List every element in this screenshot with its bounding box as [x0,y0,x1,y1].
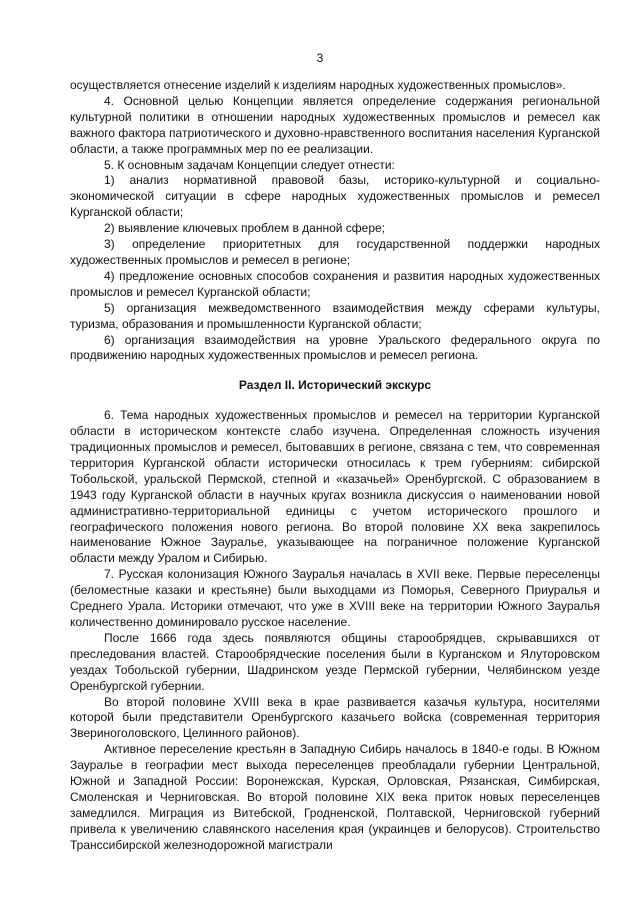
list-item: 5) организация межведомственного взаимодействия между сферами культуры, туризма, образования и промышленности Курганской области; [70,300,600,331]
section-heading: Раздел II. Исторический экскурс [238,378,432,393]
list-item: 4) предложение основных способов сохранения и развития народных художественных промыслов и ремесел Курганской области; [70,268,600,299]
paragraph: Во второй половине XVIII века в крае развивается казачья культура, носителями которой были представители Оренбургского казачьего войска (современная территория Звериноголовского, Целинного районов). [70,694,600,741]
document-body [70,78,600,854]
list-item: 3) определение приоритетных для государственной поддержки народных художественных промыслов и ремесел в регионе; [70,237,600,267]
list-item: 6) организация взаимодействия на уровне Уральского федерального округа по продвижению народных художественных промыслов и ремесел региона. [70,332,600,363]
paragraph: 4. Основной целью Концепции является определение содержания региональной культурной политики в отношении народных художественных промыслов и ремесел как важного фактора патриотического и духовно-нравственного воспитания населения Курганской области, а также программных мер по ее реализации. [70,93,600,156]
paragraph: После 1666 года здесь появляются общины старообрядцев, скрывавшихся от преследования властей. Старообрядческие поселения были в Курганском и Ялуторовском уездах Тобольской губернии, Шадринском уезде Пермской губернии, Челябинском уезде Оренбургской губернии. [70,630,600,693]
paragraph: 6. Тема народных художественных промыслов и ремесел на территории Курганской области в историческом контексте слабо изучена. Определенная сложность изучения традиционных промыслов и ремесел, бытовавших в регионе, связана с тем, что современная территория Курганской области исторически относилась к трем губерниям: сибирской Тобольской, уральской Пермской, степной и «казачьей» Оренбургской. С образованием в 1943 году Курганской области в научных кругах возникла дискуссия о наименовании новой административно-территориальной единицы с учетом исторического прошлого и географического положения нового региона. Во второй половине XX века закрепилось наименование Южное Зауралье, указывающее на пограничное положение Курганской области между Уралом и Сибирью. [70,408,600,566]
list-item: 2) выявление ключевых проблем в данной сфере; [104,221,386,236]
paragraph: осуществляется отнесение изделий к изделиям народных художественных промыслов». [70,78,566,92]
paragraph: Активное переселение крестьян в Западную Сибирь началось в 1840-е годы. В Южном Зауралье в географии мест выхода переселенцев преобладали губернии Центральной, Южной и Западной России: Воронежская, Курская, Орловская, Рязанская, Симбирская, Смоленская и Черниговская. Во второй половине XIX века приток новых переселенцев замедлился. Миграция из Витебской, Гродненской, Полтавской, Черниговской губерний привела к увеличению славянского населения края (украинцев и белорусов). Строительство Транссибирской железнодорожной магистрали [70,742,600,852]
paragraph: 5. К основным задачам Концепции следует отнести: [104,157,395,172]
paragraph: 7. Русская колонизация Южного Зауралья началась в XVII веке. Первые переселенцы (беломестные казаки и крестьяне) были выходцами из Поморья, Северного Приуралья и Среднего Урала. Историки отмечают, что уже в XVIII веке на территории Южного Зауралья количественно доминировало русское население. [70,567,600,629]
page-number: 3 [316,51,324,65]
list-item: 1) анализ нормативной правовой базы, историко-культурной и социально-экономической ситуации в сфере народных художественных промыслов и ремесел Курганской области; [70,173,600,220]
